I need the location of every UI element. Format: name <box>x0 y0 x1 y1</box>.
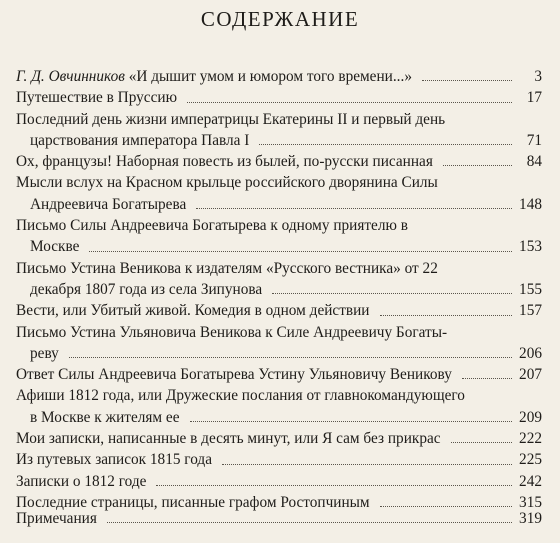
entry-title-text: Последний день жизни императрицы Екатерины II и первый день <box>16 110 446 128</box>
entry-title-text: Мои записки, написанные в десять минут, или Я сам без прикрас <box>16 430 441 448</box>
entry-title <box>16 471 542 492</box>
toc-entry[interactable] <box>16 172 542 215</box>
toc-entry[interactable] <box>16 428 542 449</box>
entry-title <box>16 258 542 279</box>
entry-page-number: 242 <box>519 472 542 490</box>
entry-page-number: 17 <box>526 89 542 107</box>
entry-page-number: 157 <box>519 302 542 320</box>
dot-leader <box>89 250 512 252</box>
entry-title-text: «И дышит умом и юмором того времени...» <box>124 68 412 85</box>
entry-title <box>16 364 542 385</box>
dot-leader <box>187 101 512 103</box>
table-of-contents <box>16 66 542 513</box>
toc-entry[interactable] <box>16 449 542 470</box>
entry-page-number: 319 <box>519 510 542 527</box>
entry-title-continuation: царствования императора Павла I <box>30 131 250 149</box>
dot-leader <box>196 207 512 209</box>
entry-page-number: 209 <box>519 408 542 426</box>
entry-page-number: 207 <box>519 366 542 384</box>
toc-entry[interactable] <box>16 66 542 87</box>
entry-title-text: Афиши 1812 года, или Дружеские послания от главнокомандующего <box>16 387 465 405</box>
toc-entry[interactable] <box>16 385 542 428</box>
entry-page-number: 84 <box>526 153 542 171</box>
entry-title-text: Записки о 1812 годе <box>16 472 147 490</box>
entry-title <box>16 215 542 236</box>
entry-title-text: Ох, французы! Наборная повесть из былей, по-русски писанная <box>16 153 433 171</box>
dot-leader <box>380 505 512 507</box>
entry-title-continuation: Андреевича Богатырева <box>30 195 187 213</box>
toc-entry[interactable] <box>16 215 542 258</box>
entry-title <box>16 109 542 130</box>
toc-entry[interactable] <box>16 151 542 172</box>
entry-page-number: 71 <box>526 131 542 149</box>
dot-leader <box>443 164 512 166</box>
dot-leader <box>380 314 513 316</box>
entry-page-number: 155 <box>519 280 542 298</box>
entry-title <box>16 151 542 172</box>
notes-entry[interactable] <box>16 508 542 529</box>
entry-title-text: Из путевых записок 1815 года <box>16 451 212 469</box>
entry-title <box>16 428 542 449</box>
entry-page-number: 222 <box>519 430 542 448</box>
toc-entry[interactable] <box>16 258 542 301</box>
dot-leader <box>222 463 512 465</box>
dot-leader <box>422 79 512 81</box>
entry-title-text: Примечания <box>16 510 97 527</box>
dot-leader <box>156 484 512 486</box>
dot-leader <box>462 377 512 379</box>
entry-title-text: Путешествие в Пруссию <box>16 89 177 107</box>
entry-title <box>16 508 542 529</box>
entry-page-number: 206 <box>519 344 542 362</box>
toc-entry[interactable] <box>16 364 542 385</box>
entry-page-number: 153 <box>519 238 542 256</box>
entry-title <box>16 385 542 406</box>
entry-title <box>16 300 542 321</box>
entry-title-text: Последние страницы, писанные графом Ростопчиным <box>16 493 370 511</box>
entry-page-number: 3 <box>534 68 542 85</box>
entry-title-text: Мысли вслух на Красном крыльце российского дворянина Силы <box>16 174 438 192</box>
entry-title <box>16 322 542 343</box>
toc-entry[interactable] <box>16 300 542 321</box>
entry-author: Г. Д. Овчинников <box>16 68 125 85</box>
entry-page-number: 225 <box>519 451 542 469</box>
entry-title <box>16 172 542 193</box>
entry-title <box>16 66 542 87</box>
dot-leader <box>69 356 512 358</box>
entry-title-text: Письмо Силы Андреевича Богатырева к одному приятелю в <box>16 217 408 235</box>
entry-title-continuation: Москве <box>30 238 80 256</box>
entry-title-text: Ответ Силы Андреевича Богатырева Устину Ульяновичу Веникову <box>16 366 452 384</box>
toc-entry[interactable] <box>16 87 542 108</box>
toc-entry[interactable] <box>16 471 542 492</box>
dot-leader <box>107 521 512 523</box>
toc-entry[interactable] <box>16 109 542 152</box>
dot-leader <box>190 420 512 422</box>
entry-title-continuation: реву <box>30 344 59 362</box>
dot-leader <box>451 441 512 443</box>
entry-title-text: Вести, или Убитый живой. Комедия в одном действии <box>16 302 370 320</box>
entry-title-continuation: в Москве к жителям ее <box>30 408 180 426</box>
entry-title <box>16 449 542 470</box>
toc-entry[interactable] <box>16 322 542 365</box>
dot-leader <box>272 292 512 294</box>
entry-title-text: Письмо Устина Веникова к издателям «Русского вестника» от 22 <box>16 259 438 277</box>
entry-title <box>16 87 542 108</box>
entry-page-number: 315 <box>519 493 542 511</box>
entry-page-number: 148 <box>519 195 542 213</box>
entry-title-continuation: декабря 1807 года из села Зипунова <box>30 280 263 298</box>
entry-title-text: Письмо Устина Ульяновича Веникова к Силе Андреевичу Богаты- <box>16 323 448 341</box>
dot-leader <box>259 143 512 145</box>
page-title: СОДЕРЖАНИЕ <box>200 7 360 31</box>
